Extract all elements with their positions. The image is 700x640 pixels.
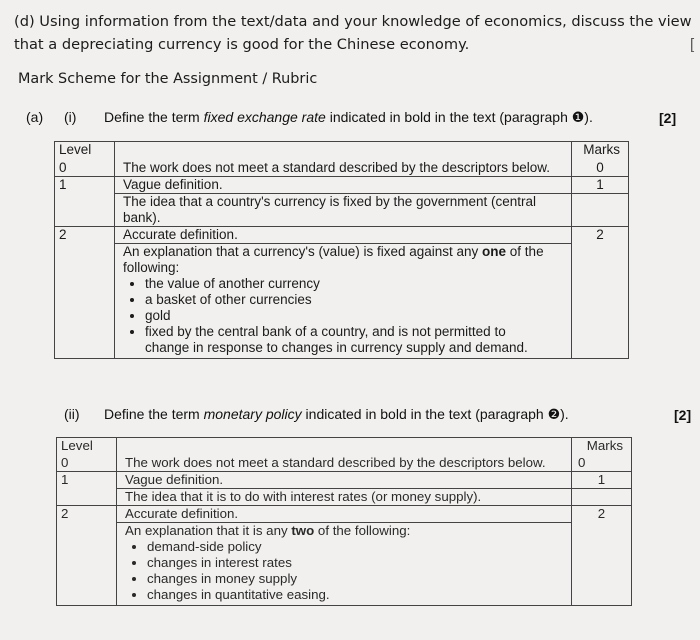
explanation-a: An explanation that a currency's (value) is fixed against any one of the following:: [123, 243, 544, 275]
part-a-sub: (i): [64, 109, 77, 125]
rubric-table-a: [54, 141, 629, 359]
list-item: • demand-side policy: [147, 539, 567, 555]
list-item: • the value of another currency: [145, 276, 567, 292]
list-item: • fixed by the central bank of a country, and is not permitted to change in response to changes in currency supply and demand.: [145, 324, 545, 356]
list-item: • gold: [145, 308, 567, 324]
table-row: 1 Vague definition. 1: [57, 471, 632, 488]
table-row: 0 The work does not meet a standard described by the descriptors below. 0: [57, 455, 632, 472]
table-row: 2 Accurate definition. 2: [57, 505, 632, 522]
points-list-b: [125, 539, 567, 603]
part-b-sub: (ii): [64, 406, 80, 422]
table-header: [55, 142, 629, 160]
table-row: [55, 243, 629, 358]
cropped-bracket: [: [690, 36, 695, 53]
header-marks: Marks: [572, 438, 632, 455]
table-row: The idea that it is to do with interest rates (or money supply).: [57, 488, 632, 505]
table-row: 0 The work does not meet a standard described by the descriptors below. 0: [55, 160, 629, 177]
part-b-question: Define the term monetary policy indicated in bold in the text (paragraph ❷).: [104, 406, 569, 422]
list-item: • changes in interest rates: [147, 555, 567, 571]
question-d: (d) Using information from the text/data and your knowledge of economics, discuss the view that a depreciating currency is good for the Chinese economy.: [14, 13, 692, 53]
part-a-marks: [2]: [659, 110, 677, 126]
table-header: [57, 438, 632, 455]
part-b-marks: [2]: [674, 407, 692, 423]
mark-scheme-title: Mark Scheme for the Assignment / Rubric: [18, 71, 318, 87]
list-item: • changes in money supply: [147, 571, 567, 587]
table-row: 1 Vague definition. 1: [55, 176, 629, 193]
term-fixed-exchange-rate: fixed exchange rate: [203, 109, 326, 125]
points-list-a: [123, 276, 567, 356]
part-a-question: Define the term fixed exchange rate indicated in bold in the text (paragraph ❶).: [104, 109, 593, 125]
table-row: [57, 522, 632, 605]
part-a-letter: (a): [26, 109, 44, 125]
list-item: • changes in quantitative easing.: [147, 587, 567, 603]
rubric-table-b: [56, 437, 632, 606]
header-level: Level: [55, 142, 115, 160]
header-level: Level: [57, 438, 117, 455]
term-monetary-policy: monetary policy: [203, 406, 302, 422]
explanation-b: An explanation that it is any two of the following:: [125, 522, 411, 538]
table-row: The idea that a country's currency is fixed by the government (central bank).: [55, 193, 629, 226]
list-item: • a basket of other currencies: [145, 292, 567, 308]
header-marks: Marks: [572, 142, 629, 160]
table-row: 2 Accurate definition. 2: [55, 226, 629, 243]
